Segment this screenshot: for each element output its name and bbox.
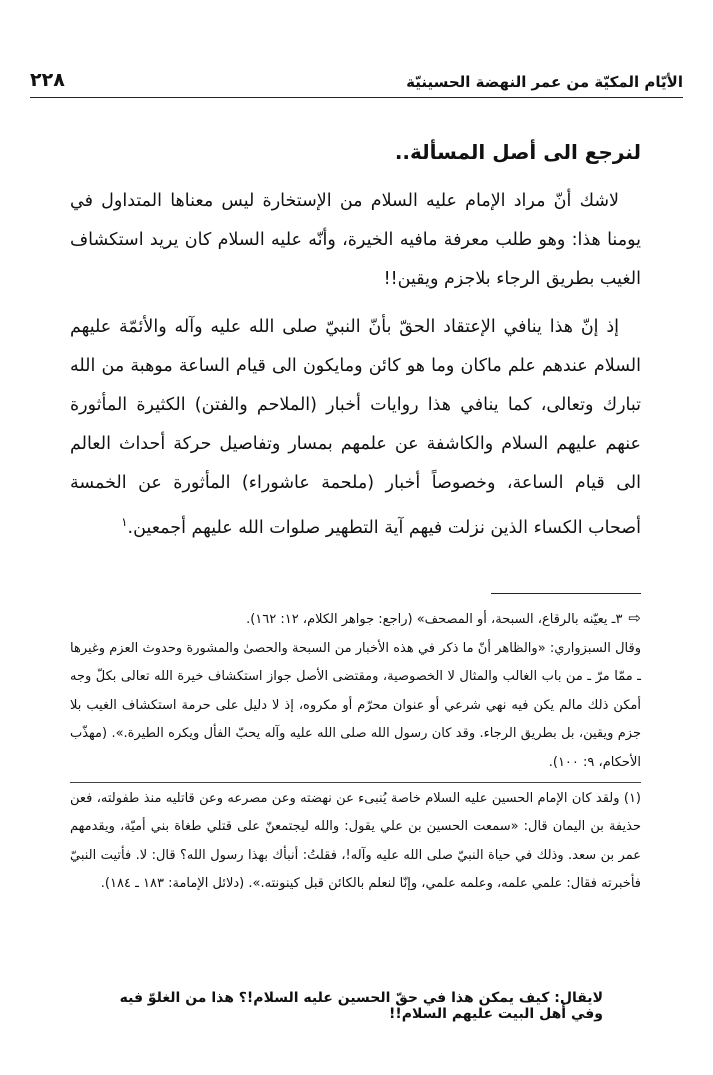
running-title: الأيّام المكيّة من عمر النهضة الحسينيّة xyxy=(406,73,683,91)
paragraph-1-text: لاشك أنّ مراد الإمام عليه السلام من الإستخارة ليس معناها المتداول في يومنا هذا: وهو طلب معرفة مافيه الخيرة، وأنّه عليه السلام كان يريد استكشاف الغيب بطريق الرجاء بلاجزم ويقين!! xyxy=(70,191,641,289)
paragraph-1 xyxy=(70,182,641,299)
footnote-continuation-body: وقال السبزواري: «والظاهر أنّ ما ذكر في هذه الأخبار من السبحة والحصىٰ والمشورة وحدوث العزم وغيرها ـ ممّا مرّ ـ من باب الغالب والمثال لا الخصوصية، ومقتضى الأصل جواز استكشاف خيرة الله تعالى بكلّ وجه أمكن ذلك مالم يكن فيه نهي شرعي أو عنوان محرّم أو مكروه، إذ لا دليل على حرمة استكشاف الغيب بلا جزم ويقين، بل بطريق الرجاء. وقد كان رسول الله صلى الله عليه وآله يحبّ الفأل ويكره الطيرة.». (مهذّب الأحكام، ٩: ١٠٠). xyxy=(70,640,641,770)
continuation-arrow-icon: ⇨ xyxy=(628,609,641,627)
paragraph-2-text: إذ إنّ هذا ينافي الإعتقاد الحقّ بأنّ النبيّ صلى الله عليه وآله والأئمّة عليهم السلام عندهم علم ماكان وما هو كائن ومايكون الى قيام الساعة موهبة من الله تبارك وتعالى، كما ينافي هذا روايات أخبار (الملاحم والفتن) الكثيرة المأثورة عنهم عليهم السلام والكاشفة عن علمهم بمسار وتفاصيل حركة أحداث العالم الى قيام الساعة، وخصوصاً أخبار (ملحمة عاشوراء) المأثورة عن الخمسة أصحاب الكساء الذين نزلت فيهم آية التطهير صلوات الله عليهم أجمعين. xyxy=(70,317,641,538)
footnote-1: (١) ولقد كان الإمام الحسين عليه السلام خاصة يُنبىء عن نهضته وعن مصرعه وعن قاتليه منذ طفولته، فعن حذيفة بن اليمان قال: «سمعت الحسين بن علي يقول: والله ليجتمعنّ على قتلي طغاة بني أميّة، ويقدمهم عمر بن سعد. وذلك في حياة النبيّ صلى الله عليه وآله!، فقلتُ: أنبأك بهذا رسول الله؟ قال: لا. فأتيت النبيّ فأخبرته فقال: علمي علمه، وعلمه علمي، وإنّا لنعلم بالكائن قبل كينونته.». (دلائل الإمامة: ١٨٣ ـ ١٨٤). xyxy=(70,790,641,892)
footnote-continuation xyxy=(70,604,641,635)
paragraph-2 xyxy=(70,308,641,548)
footnote-continuation-line: ٣ـ يعيّنه بالرقاع، السبحة، أو المصحف» (راجع: جواهر الكلام، ١٢: ١٦٢). xyxy=(246,612,623,627)
page-header xyxy=(30,58,683,98)
footnote-separator xyxy=(70,782,641,783)
footnotes xyxy=(70,604,641,899)
footnote-final-note: لايقال: كيف يمكن هذا في حقّ الحسين عليه السلام!؟ هذا من الغلوّ فيه وفي أهل البيت عليهم السلام!! xyxy=(119,990,603,1022)
page-number: ٢٢٨ xyxy=(30,69,65,91)
footnote-reference: ١ xyxy=(121,515,128,529)
section-heading: لنرجع الى أصل المسألة.. xyxy=(394,140,641,164)
footnote-divider xyxy=(491,593,641,594)
